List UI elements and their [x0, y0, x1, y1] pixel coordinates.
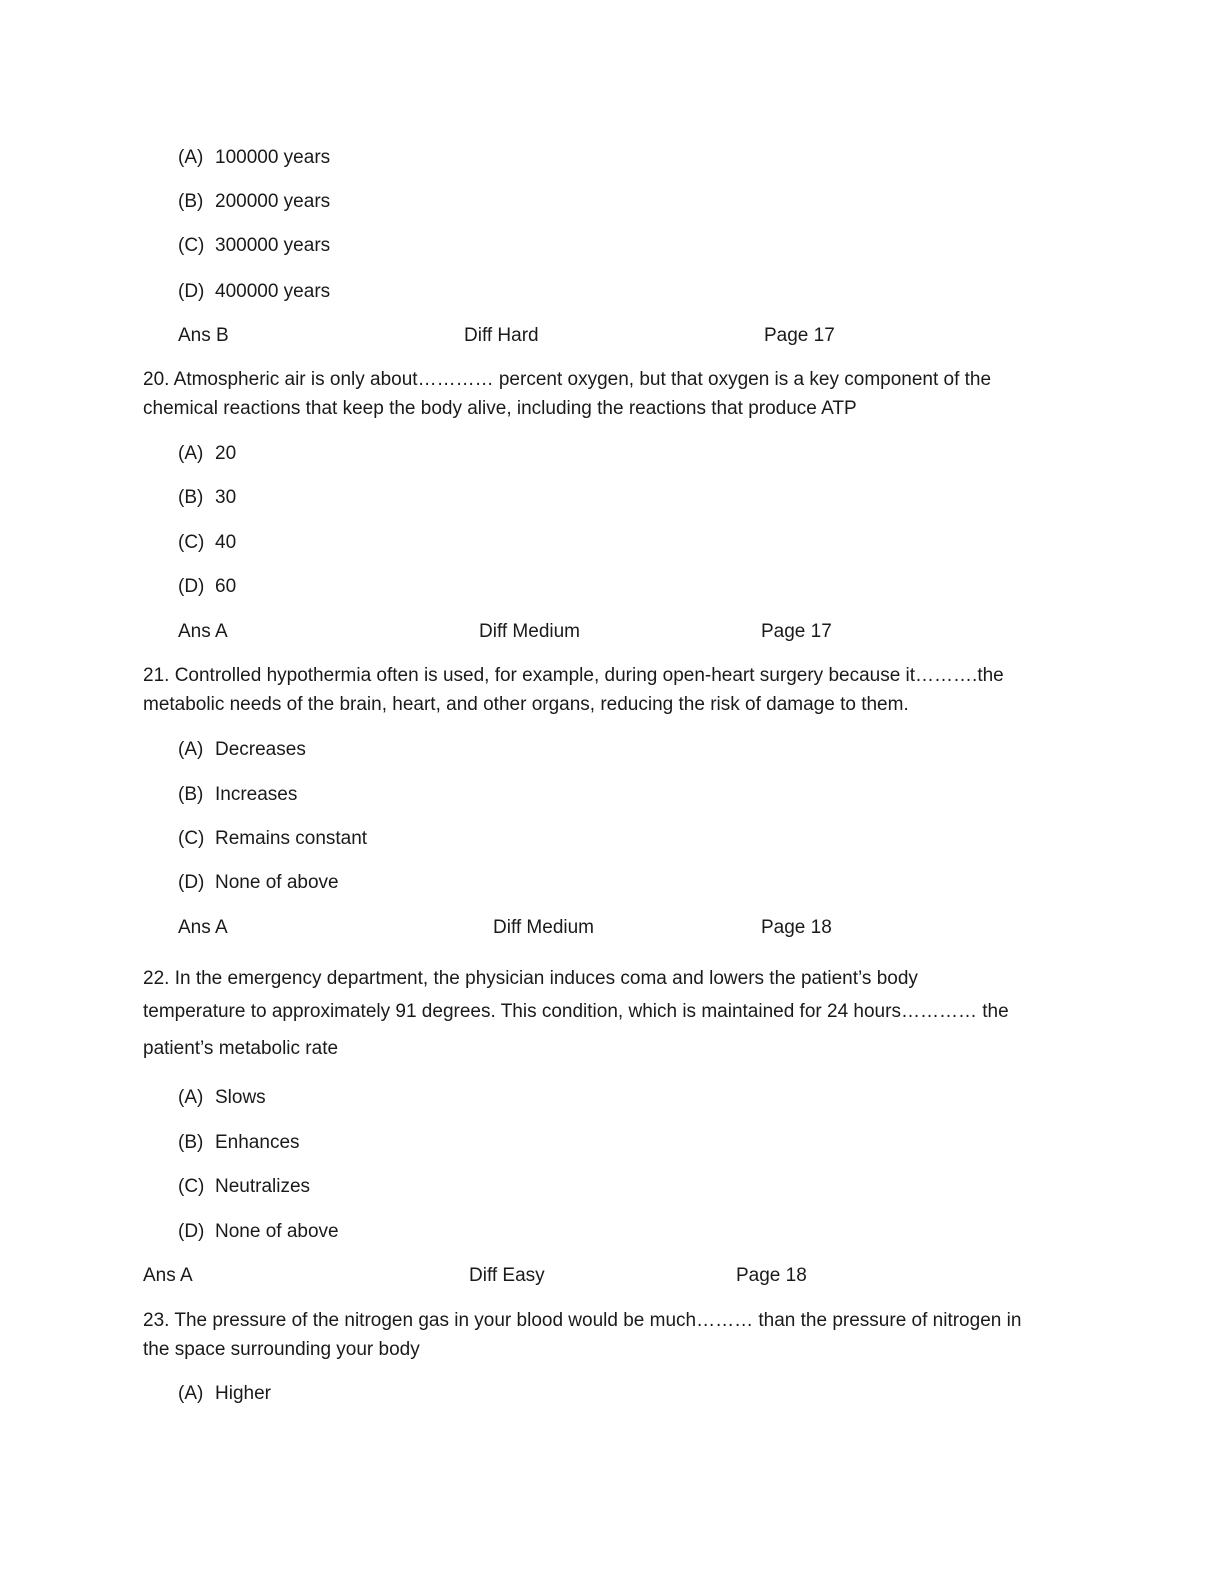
option-a: [178, 148, 330, 167]
question-22-line-2: temperature to approximately 91 degrees. This condition, which is maintained for 24 hours………… the: [143, 1001, 1009, 1022]
option-letter: (C): [178, 532, 205, 553]
option-letter: (D): [178, 1221, 205, 1242]
option-text: 60: [215, 576, 237, 597]
option-text: 40: [215, 532, 237, 553]
question-22-line-1: 22. In the emergency department, the physician induces coma and lowers the patient’s body: [143, 968, 918, 989]
option-text: Increases: [215, 784, 298, 805]
option-b: [178, 785, 297, 804]
answer-label: Ans A: [178, 621, 228, 642]
option-text: Decreases: [215, 739, 306, 760]
option-letter: (B): [178, 784, 204, 805]
option-b: [178, 1133, 300, 1152]
option-b: [178, 192, 330, 211]
option-letter: (D): [178, 576, 205, 597]
option-d: [178, 282, 330, 301]
option-letter: (B): [178, 191, 204, 212]
option-text: Neutralizes: [215, 1176, 311, 1197]
option-letter: (D): [178, 281, 205, 302]
option-letter: (A): [178, 1383, 204, 1404]
option-text: 400000 years: [215, 281, 331, 302]
option-text: 200000 years: [215, 191, 331, 212]
option-c: [178, 236, 330, 255]
option-d: [178, 1222, 339, 1241]
option-letter: (A): [178, 739, 204, 760]
option-text: 20: [215, 443, 237, 464]
option-a: [178, 1088, 266, 1107]
option-text: Remains constant: [215, 828, 368, 849]
difficulty-label: Diff Medium: [493, 917, 595, 938]
difficulty-label: Diff Hard: [464, 325, 539, 346]
option-letter: (C): [178, 828, 205, 849]
option-letter: (B): [178, 487, 204, 508]
option-letter: (A): [178, 443, 204, 464]
question-23-line-2: the space surrounding your body: [143, 1339, 420, 1360]
option-letter: (D): [178, 872, 205, 893]
option-text: Slows: [215, 1087, 266, 1108]
option-text: None of above: [215, 1221, 339, 1242]
option-letter: (A): [178, 147, 204, 168]
question-23-line-1: 23. The pressure of the nitrogen gas in your blood would be much……… than the pressure of nitrogen in: [143, 1310, 1022, 1331]
option-d: [178, 577, 236, 596]
option-c: [178, 533, 236, 552]
question-22-line-3: patient’s metabolic rate: [143, 1038, 339, 1059]
option-b: [178, 488, 236, 507]
difficulty-label: Diff Easy: [469, 1265, 545, 1286]
option-text: None of above: [215, 872, 339, 893]
option-c: [178, 1177, 310, 1196]
option-letter: (C): [178, 235, 205, 256]
option-letter: (A): [178, 1087, 204, 1108]
answer-label: Ans B: [178, 325, 229, 346]
page-reference: Page 17: [761, 621, 832, 642]
option-letter: (C): [178, 1176, 205, 1197]
page-reference: Page 17: [764, 325, 835, 346]
option-a: [178, 444, 236, 463]
option-d: [178, 873, 339, 892]
question-20-line-1: 20. Atmospheric air is only about………… percent oxygen, but that oxygen is a key component of the: [143, 369, 992, 390]
question-21-line-1: 21. Controlled hypothermia often is used, for example, during open-heart surgery because it……….the: [143, 665, 1004, 686]
option-a: [178, 740, 306, 759]
answer-label: Ans A: [143, 1265, 193, 1286]
question-20-line-2: chemical reactions that keep the body alive, including the reactions that produce ATP: [143, 398, 857, 419]
option-text: Higher: [215, 1383, 271, 1404]
option-letter: (B): [178, 1132, 204, 1153]
answer-label: Ans A: [178, 917, 228, 938]
option-a: [178, 1384, 271, 1403]
difficulty-label: Diff Medium: [479, 621, 581, 642]
option-c: [178, 829, 367, 848]
page-reference: Page 18: [761, 917, 832, 938]
option-text: 100000 years: [215, 147, 331, 168]
option-text: 30: [215, 487, 237, 508]
option-text: Enhances: [215, 1132, 300, 1153]
page-reference: Page 18: [736, 1265, 807, 1286]
option-text: 300000 years: [215, 235, 331, 256]
question-21-line-2: metabolic needs of the brain, heart, and other organs, reducing the risk of damage to them.: [143, 694, 909, 715]
